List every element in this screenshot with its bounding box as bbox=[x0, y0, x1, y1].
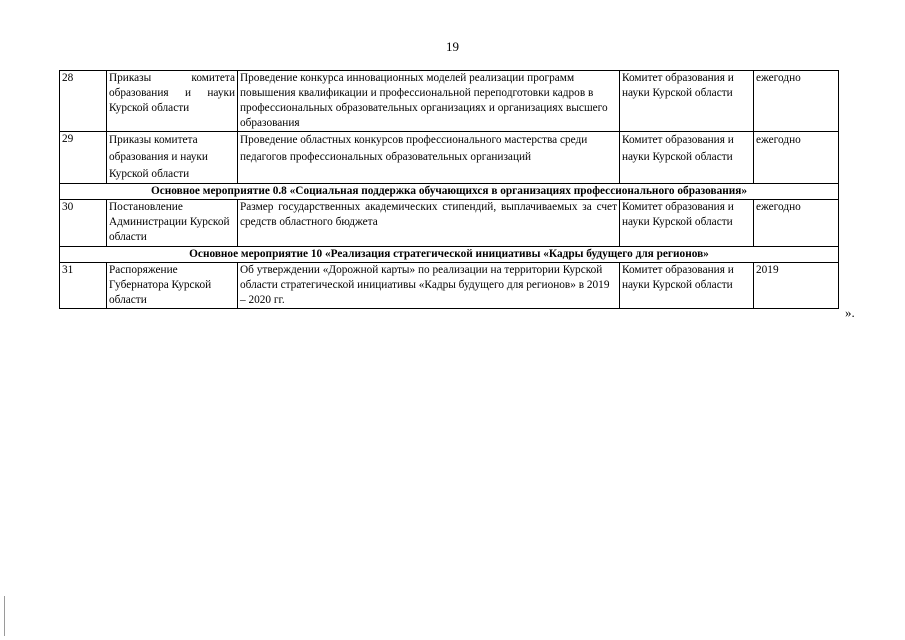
document-cell: Приказы комитета образования и науки Курской области bbox=[107, 132, 238, 184]
section-row bbox=[60, 184, 839, 200]
closing-quote: ». bbox=[845, 305, 855, 320]
scan-margin-line bbox=[4, 596, 5, 636]
responsible-cell: Комитет образования и науки Курской области bbox=[620, 263, 754, 309]
term-cell: ежегодно bbox=[754, 71, 839, 132]
table-row bbox=[60, 132, 839, 184]
document-cell: Распоряжение Губернатора Курской области bbox=[107, 263, 238, 309]
description-cell: Об утверждении «Дорожной карты» по реализации на территории Курской области стратегической инициативы «Кадры будущего для регионов» в 2019 – 2020 гг. bbox=[238, 263, 620, 309]
description-cell: Проведение областных конкурсов профессионального мастерства среди педагогов профессиональных образовательных организаций bbox=[238, 132, 620, 184]
table-row bbox=[60, 71, 839, 132]
term-cell: 2019 bbox=[754, 263, 839, 309]
responsible-cell: Комитет образования и науки Курской области bbox=[620, 200, 754, 247]
section-title: Основное мероприятие 0.8 «Социальная поддержка обучающихся в организациях профессионального образования» bbox=[60, 184, 839, 200]
responsible-cell: Комитет образования и науки Курской области bbox=[620, 71, 754, 132]
section-row bbox=[60, 247, 839, 263]
table-row bbox=[60, 200, 839, 247]
row-number: 28 bbox=[60, 71, 107, 132]
document-cell: Приказы комитета образования и науки Курской области bbox=[107, 71, 238, 132]
row-number: 29 bbox=[60, 132, 107, 184]
section-title: Основное мероприятие 10 «Реализация стратегической инициативы «Кадры будущего для регионов» bbox=[60, 247, 839, 263]
row-number: 30 bbox=[60, 200, 107, 247]
row-number: 31 bbox=[60, 263, 107, 309]
responsible-cell: Комитет образования и науки Курской области bbox=[620, 132, 754, 184]
term-cell: ежегодно bbox=[754, 200, 839, 247]
description-cell: Размер государственных академических стипендий, выплачиваемых за счет средств областного бюджета bbox=[238, 200, 620, 247]
measures-table bbox=[59, 70, 839, 309]
page-number: 19 bbox=[446, 39, 459, 54]
document-cell: Постановление Администрации Курской области bbox=[107, 200, 238, 247]
description-cell: Проведение конкурса инновационных моделей реализации программ повышения квалификации и профессиональной переподготовки кадров в профессиональных образовательных организациях и организациях высшего образования bbox=[238, 71, 620, 132]
table-row bbox=[60, 263, 839, 309]
term-cell: ежегодно bbox=[754, 132, 839, 184]
